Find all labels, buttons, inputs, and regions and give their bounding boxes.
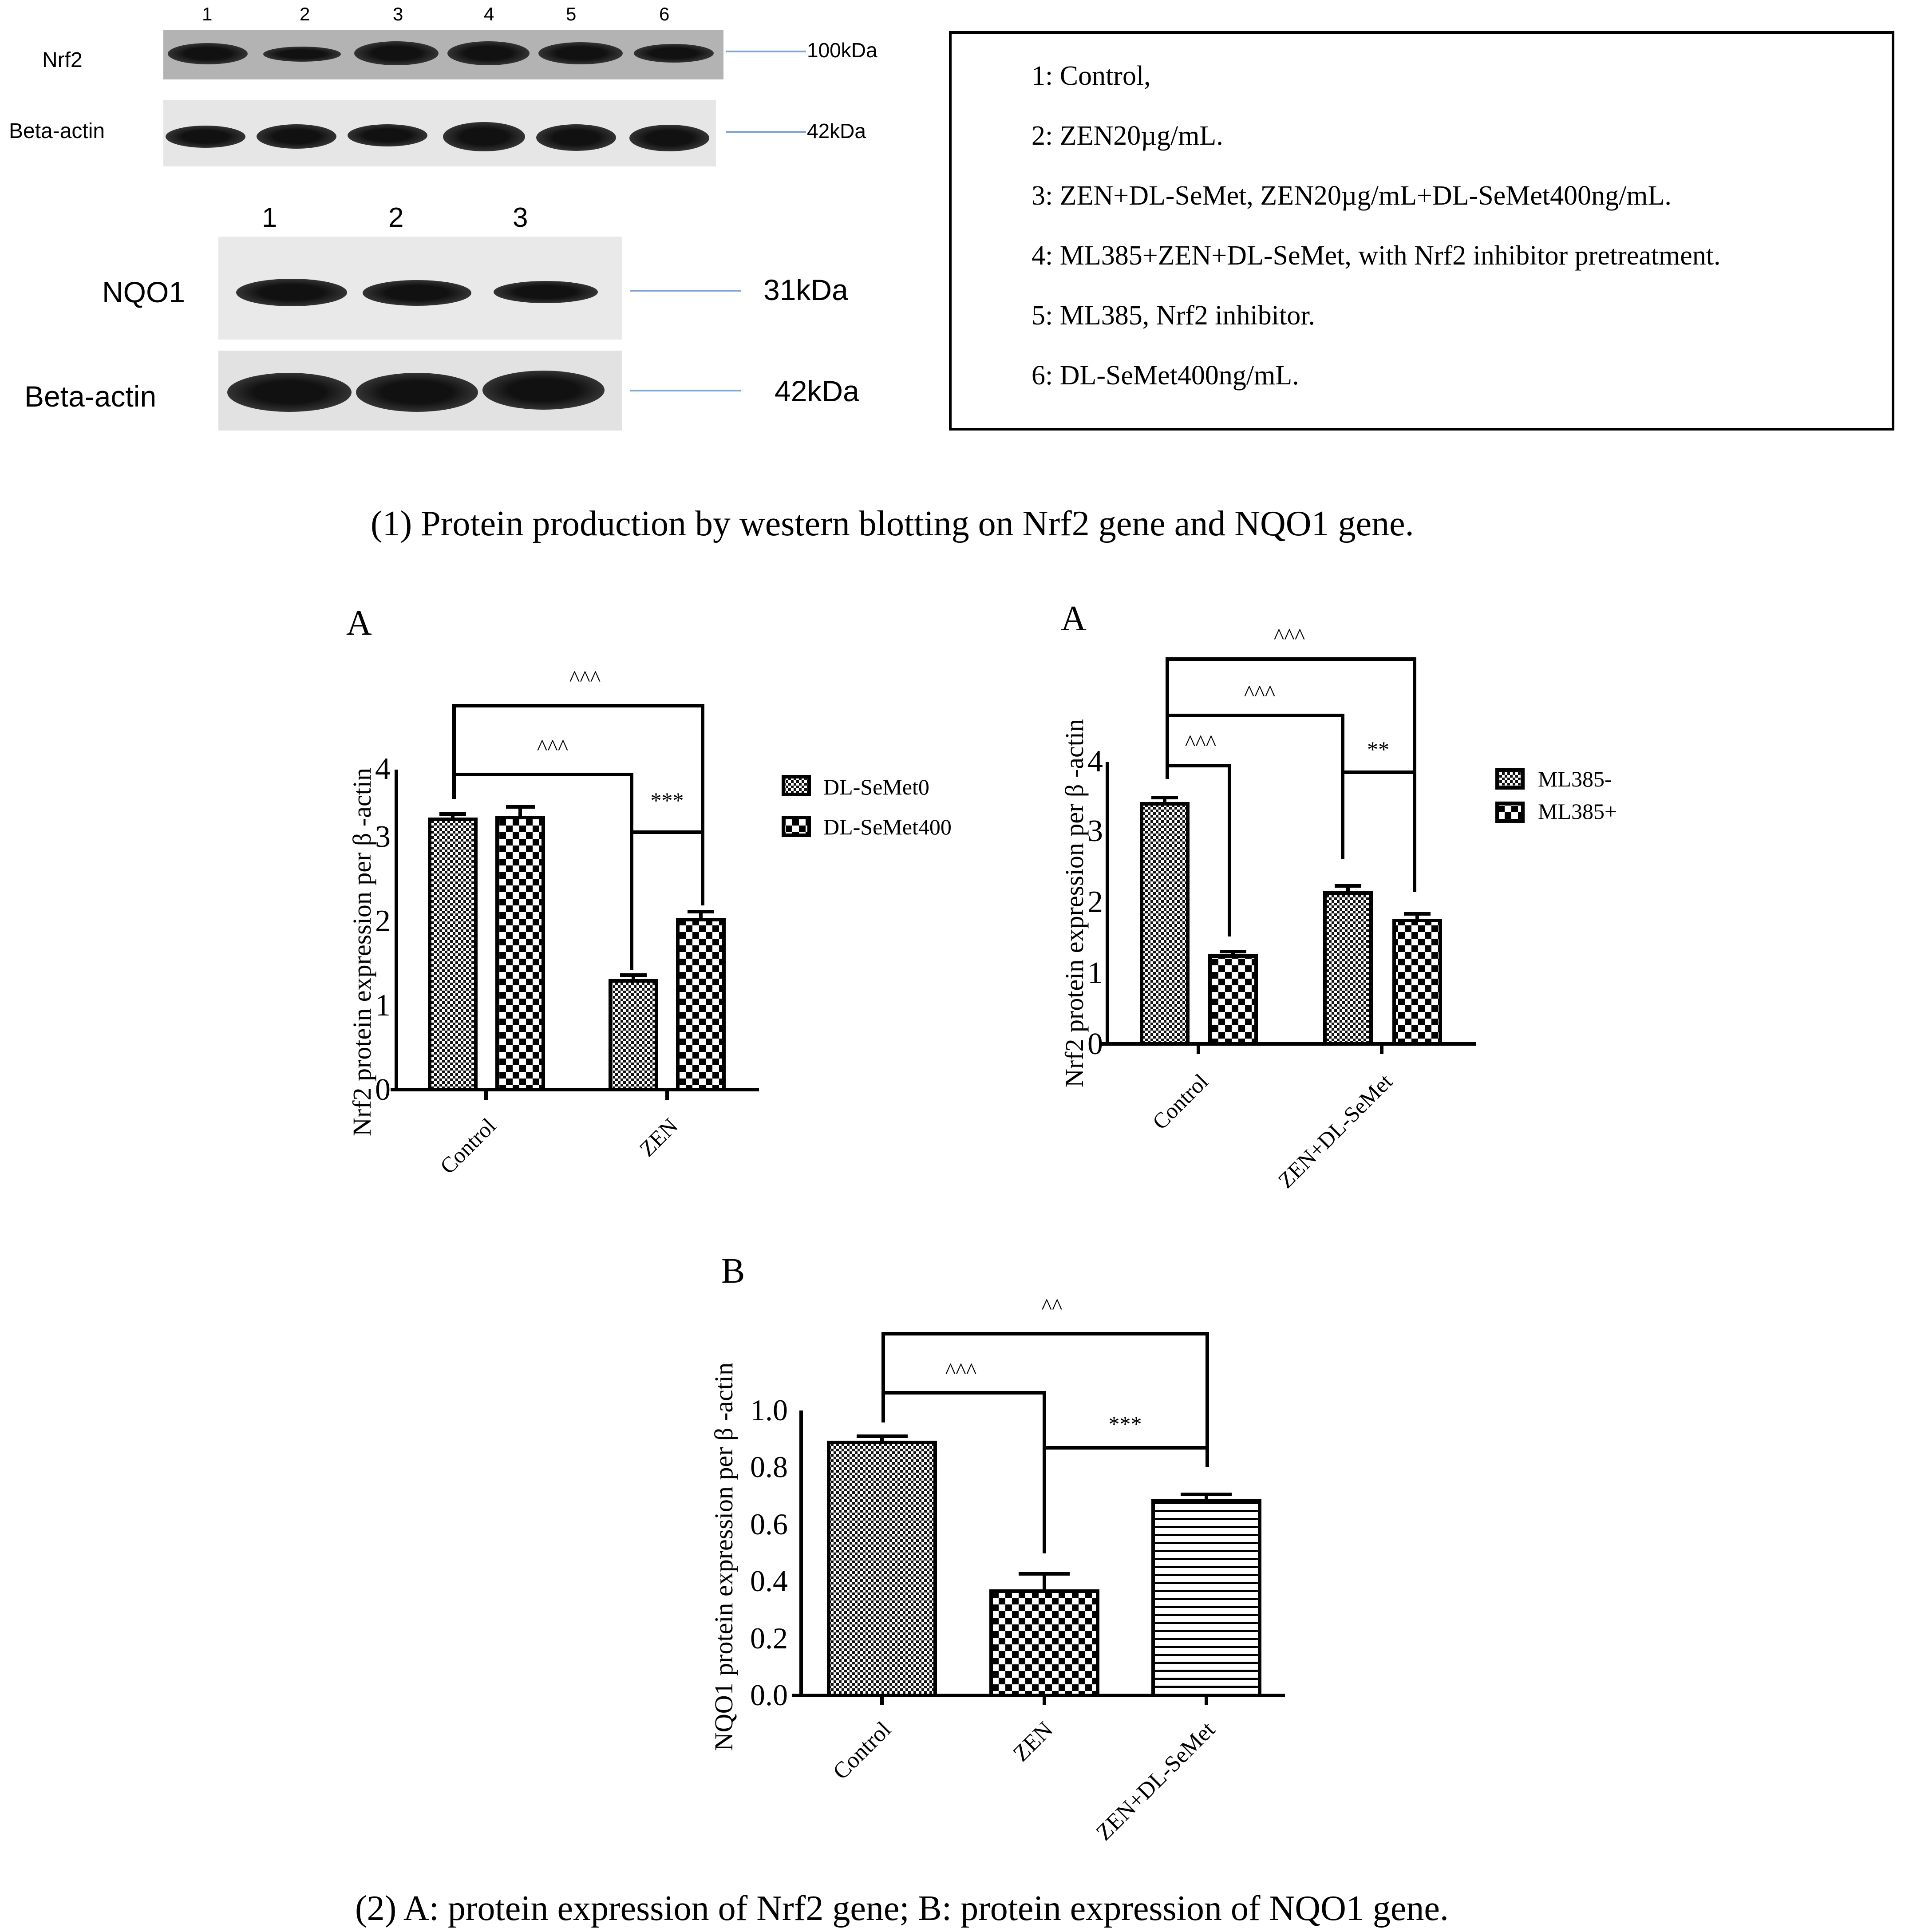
svg-text:0.4: 0.4: [750, 1564, 788, 1598]
svg-text:Control: Control: [828, 1717, 896, 1785]
svg-text:0.8: 0.8: [750, 1450, 788, 1484]
blot-row-label-nrf2: Nrf2: [42, 48, 83, 72]
svg-text:**: **: [1367, 737, 1389, 762]
svg-text:0.2: 0.2: [750, 1621, 788, 1655]
svg-text:4: 4: [375, 752, 391, 786]
svg-text:^^^: ^^^: [1185, 730, 1217, 755]
svg-text:1.0: 1.0: [750, 1393, 788, 1427]
legend-item: 5: ML385, Nrf2 inhibitor.: [1032, 300, 1315, 331]
figure-caption-1: (1) Protein production by western blotting on Nrf2 gene and NQO1 gene.: [371, 504, 1414, 543]
legend-item: 1: Control,: [1032, 61, 1151, 91]
lane-label: 6: [659, 4, 670, 24]
lane-label: 4: [484, 4, 494, 24]
chart-a-ml385: [1060, 599, 1617, 1193]
svg-text:Nrf2 protein expression per β: Nrf2 protein expression per β -actin: [1060, 719, 1089, 1087]
svg-text:0: 0: [1087, 1027, 1103, 1061]
svg-text:0: 0: [375, 1073, 391, 1107]
marker-100kda: 100kDa: [807, 39, 877, 62]
lane-label: 5: [566, 4, 577, 24]
marker-42kda: 42kDa: [807, 119, 866, 142]
marker-31kda: 31kDa: [763, 273, 848, 306]
svg-text:***: ***: [650, 788, 684, 813]
lane-label: 3: [393, 4, 403, 24]
svg-text:ML385+: ML385+: [1538, 799, 1617, 824]
svg-text:^^: ^^: [1041, 1294, 1063, 1319]
svg-text:3: 3: [375, 820, 391, 854]
lane-label: 2: [388, 202, 404, 233]
legend-item: 4: ML385+ZEN+DL-SeMet, with Nrf2 inhibitor pretreatment.: [1032, 241, 1721, 271]
svg-text:ML385-: ML385-: [1538, 766, 1612, 791]
panel-label: B: [721, 1252, 745, 1291]
svg-text:ZEN+DL-SeMet: ZEN+DL-SeMet: [1091, 1717, 1220, 1845]
lane-label: 3: [513, 202, 528, 233]
svg-text:^^^: ^^^: [569, 666, 601, 691]
svg-text:ZEN: ZEN: [634, 1113, 683, 1162]
svg-text:ZEN+DL-SeMet: ZEN+DL-SeMet: [1273, 1069, 1397, 1193]
blot-row-label-beta-actin: Beta-actin: [24, 380, 157, 413]
svg-text:^^^: ^^^: [945, 1358, 977, 1383]
lane-label: 1: [262, 202, 277, 233]
panel-label: A: [1061, 599, 1087, 638]
legend-item: 2: ZEN20µg/mL.: [1032, 121, 1223, 151]
chart-b-nqo1: [709, 1252, 1285, 1845]
svg-text:2: 2: [375, 904, 391, 938]
svg-text:Control: Control: [435, 1113, 501, 1179]
svg-text:0.6: 0.6: [750, 1507, 788, 1541]
figure-caption-2: (2) A: protein expression of Nrf2 gene; B: protein expression of NQO1 gene.: [355, 1889, 1449, 1928]
legend-item: 6: DL-SeMet400ng/mL.: [1032, 360, 1299, 391]
svg-text:ZEN: ZEN: [1008, 1717, 1058, 1766]
svg-text:^^^: ^^^: [1273, 624, 1305, 648]
chart-a-dlsemet: [346, 604, 952, 1179]
svg-text:Nrf2 protein expression per β: Nrf2 protein expression per β -actin: [348, 768, 376, 1136]
marker-42kda: 42kDa: [775, 375, 859, 407]
panel-label: A: [346, 604, 372, 643]
blot-row-label-beta-actin: Beta-actin: [9, 119, 105, 143]
svg-text:0.0: 0.0: [750, 1678, 788, 1712]
svg-text:NQO1 protein expression per β: NQO1 protein expression per β -actin: [709, 1362, 738, 1751]
svg-text:1: 1: [375, 988, 391, 1023]
svg-text:2: 2: [1087, 885, 1103, 919]
svg-text:Control: Control: [1147, 1069, 1213, 1134]
lane-label: 2: [300, 4, 310, 24]
svg-text:1: 1: [1087, 956, 1103, 990]
svg-text:4: 4: [1087, 744, 1103, 778]
blot-row-label-nqo1: NQO1: [102, 276, 186, 308]
svg-text:^^^: ^^^: [537, 735, 569, 759]
svg-text:***: ***: [1108, 1411, 1142, 1436]
lane-label: 1: [202, 4, 213, 24]
svg-text:DL-SeMet0: DL-SeMet0: [823, 774, 929, 799]
svg-text:3: 3: [1087, 814, 1103, 848]
svg-text:^^^: ^^^: [1244, 680, 1276, 705]
legend-item: 3: ZEN+DL-SeMet, ZEN20µg/mL+DL-SeMet400ng/mL.: [1032, 181, 1672, 211]
svg-text:DL-SeMet400: DL-SeMet400: [823, 814, 952, 839]
